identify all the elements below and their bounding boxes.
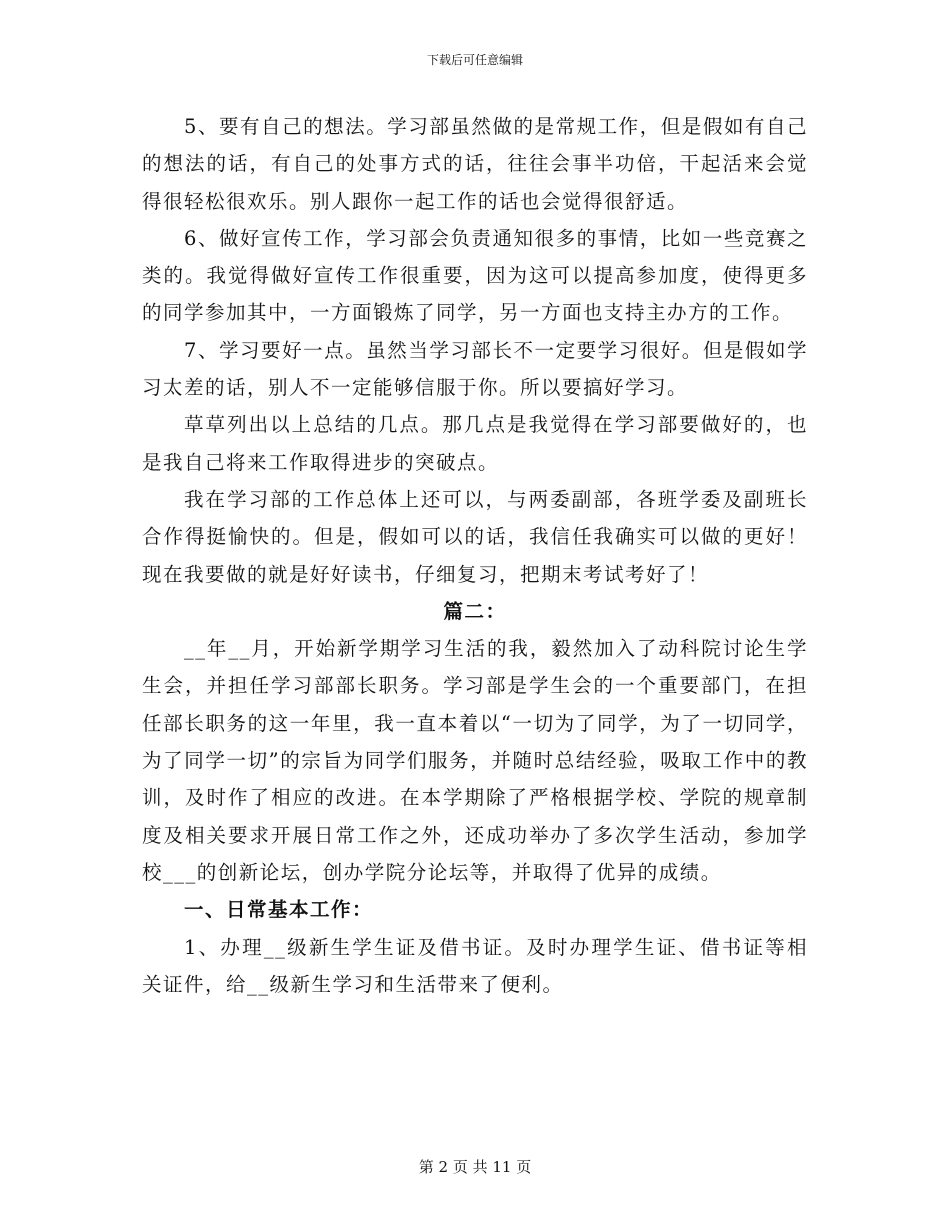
paragraph-point-7: 7、学习要好一点。虽然当学习部长不一定要学习很好。但是假如学习太差的话，别人不一定能够信服于你。所以要搞好学习。 [142,338,808,400]
paragraph-summary: 草草列出以上总结的几点。那几点是我觉得在学习部要做好的，也是我自己将来工作取得进步的突破点。 [142,413,808,474]
paragraph-conclusion: 我在学习部的工作总体上还可以，与两委副部，各班学委及副班长合作得挺愉快的。但是，假如可以的话，我信任我确实可以做的更好！现在我要做的就是好好读书，仔细复习，把期末考试考好了！ [142,487,808,586]
paragraph-point-6: 6、做好宣传工作，学习部会负责通知很多的事情，比如一些竞赛之类的。我觉得做好宣传工作很重要，因为这可以提高参加度，使得更多的同学参加其中，一方面锻炼了同学，另一方面也支持主办方的工作。 [142,226,808,325]
page-header: 下载后可任意编辑 [426,53,523,67]
paragraph-point-5: 5、要有自己的想法。学习部虽然做的是常规工作，但是假如有自己的想法的话，有自己的处事方式的话，往往会事半功倍，干起活来会觉得很轻松很欢乐。别人跟你一起工作的话也会觉得很舒适。 [142,115,808,213]
section-title: 篇二： [443,599,507,623]
paragraph-intro: __年__月，开始新学期学习生活的我，毅然加入了动科院讨论生学生会，并担任学习部部长职务。学习部是学生会的一个重要部门，在担任部长职务的这一年里，我一直本着以“一切为了同学，为了一切同学，为了同学一切”的宗旨为同学们服务，并随时总结经验，吸取工作中的教训，及时作了相应的改进。在本学期除了严格根据学校、学院的规章制度及相关要求开展日常工作之外，还成功举办了多次学生活动，参加学校___的创新论坛，创办学院分论坛等，并取得了优异的成绩。 [142,637,808,884]
page-footer: 第 2 页 共 11 页 [418,1158,532,1176]
paragraph-item-1: 1、办理__级新生学生证及借书证。及时办理学生证、借书证等相关证件，给__级新生学习和生活带来了便利。 [142,935,808,996]
section-heading-daily-work: 一、日常基本工作： [184,898,374,922]
document-body [142,108,808,1003]
